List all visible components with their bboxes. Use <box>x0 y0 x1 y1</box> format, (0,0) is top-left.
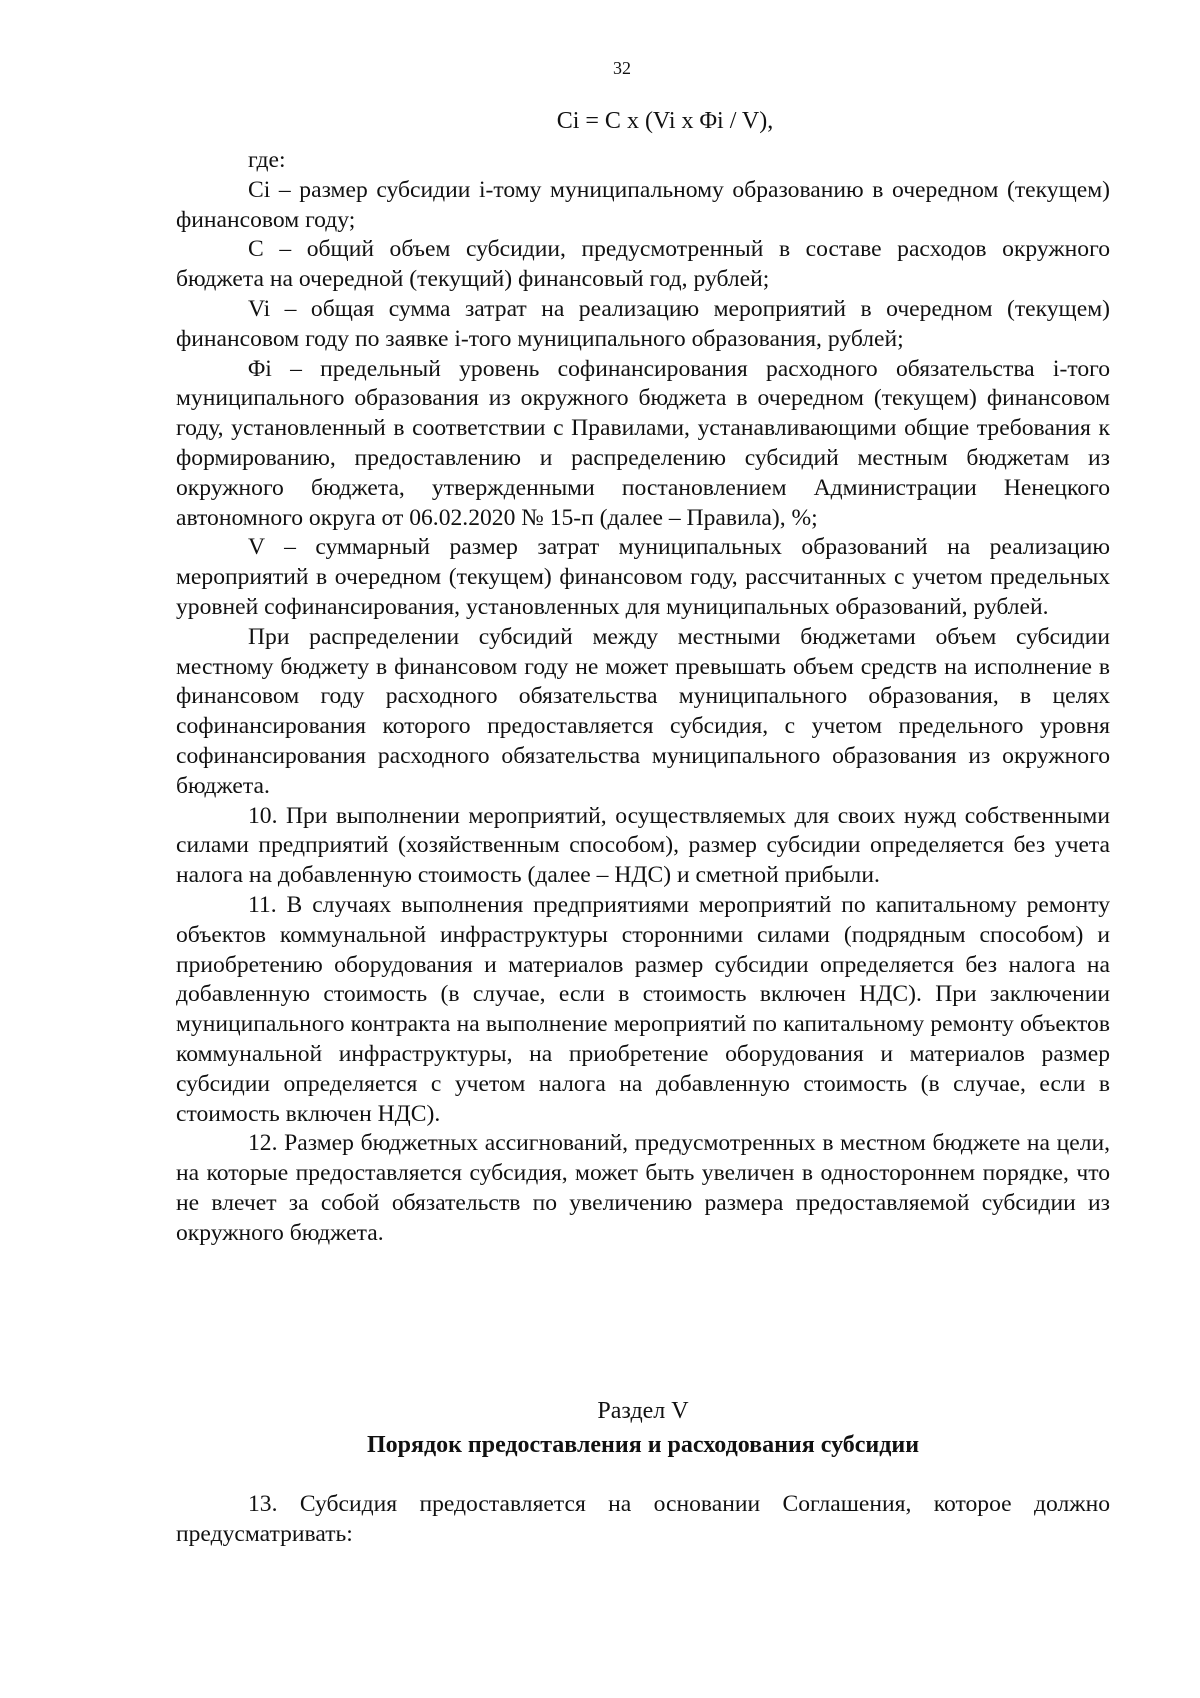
paragraph-item-13: 13. Субсидия предоставляется на основании Соглашения, которое должно предусматривать: <box>176 1491 1110 1547</box>
subsidy-formula: Ci = C x (Vi x Φi / V), <box>556 108 774 134</box>
paragraph-item-12: 12. Размер бюджетных ассигнований, предусмотренных в местном бюджете на цели, на которые предоставляется субсидия, может быть увеличен в одностороннем порядке, что не влечет за собой обязательств по увеличению размера предоставляемой субсидии из окружного бюджета. <box>176 1130 1110 1246</box>
paragraph-ci-definition: Ci – размер субсидии i-тому муниципальному образованию в очередном (текущем) финансовом году; <box>176 176 1110 233</box>
body-text <box>176 146 1110 1248</box>
section-title: Порядок предоставления и расходования субсидии <box>366 1432 920 1458</box>
page-number: 32 <box>613 58 631 78</box>
section-label: Раздел V <box>597 1398 689 1424</box>
paragraph-where: где: <box>248 147 286 173</box>
paragraph-c-definition: C – общий объем субсидии, предусмотренный в составе расходов окружного бюджета на очередной (текущий) финансовый год, рублей; <box>176 236 1110 293</box>
paragraph-vi-definition: Vi – общая сумма затрат на реализацию мероприятий в очередном (текущем) финансовом году по заявке i-того муниципального образования, рублей; <box>176 295 1110 352</box>
paragraph-item-11: 11. В случаях выполнения предприятиями мероприятий по капитальному ремонту объектов коммунальной инфраструктуры сторонними силами (подрядным способом) и приобретению оборудования и материалов размер субсидии определяется без налога на добавленную стоимость (в случае, если в стоимость включен НДС). При заключении муниципального контракта на выполнение мероприятий по капитальному ремонту объектов коммунальной инфраструктуры, на приобретение оборудования и материалов размер субсидии определяется с учетом налога на добавленную стоимость (в случае, если в стоимость включен НДС). <box>176 891 1110 1127</box>
paragraph-item-10: 10. При выполнении мероприятий, осуществляемых для своих нужд собственными силами предприятий (хозяйственным способом), размер субсидии определяется без учета налога на добавленную стоимость (далее – НДС) и сметной прибыли. <box>176 802 1110 889</box>
paragraph-v-definition: V – суммарный размер затрат муниципальных образований на реализацию мероприятий в очередном (текущем) финансовом году, рассчитанных с учетом предельных уровней софинансирования, установленных для муниципальных образований, рублей. <box>176 534 1110 620</box>
paragraph-distribution: При распределении субсидий между местными бюджетами объем субсидии местному бюджету в финансовом году не может превышать объем средств на исполнение в финансовом году расходного обязательства муниципального образования, в целях софинансирования которого предоставляется субсидия, с учетом предельного уровня софинансирования расходного обязательства муниципального образования из окружного бюджета. <box>176 623 1110 799</box>
closing-text <box>176 1490 1110 1550</box>
paragraph-phi-definition: Φi – предельный уровень софинансирования расходного обязательства i-того муниципального образования из окружного бюджета в очередном (текущем) финансовом году, установленный в соответствии с Правилами, устанавливающими общие требования к формированию, предоставлению и распределению субсидий местным бюджетам из окружного бюджета, утвержденными постановлением Администрации Ненецкого автономного округа от 06.02.2020 № 15-п (далее – Правила), %; <box>176 355 1110 531</box>
